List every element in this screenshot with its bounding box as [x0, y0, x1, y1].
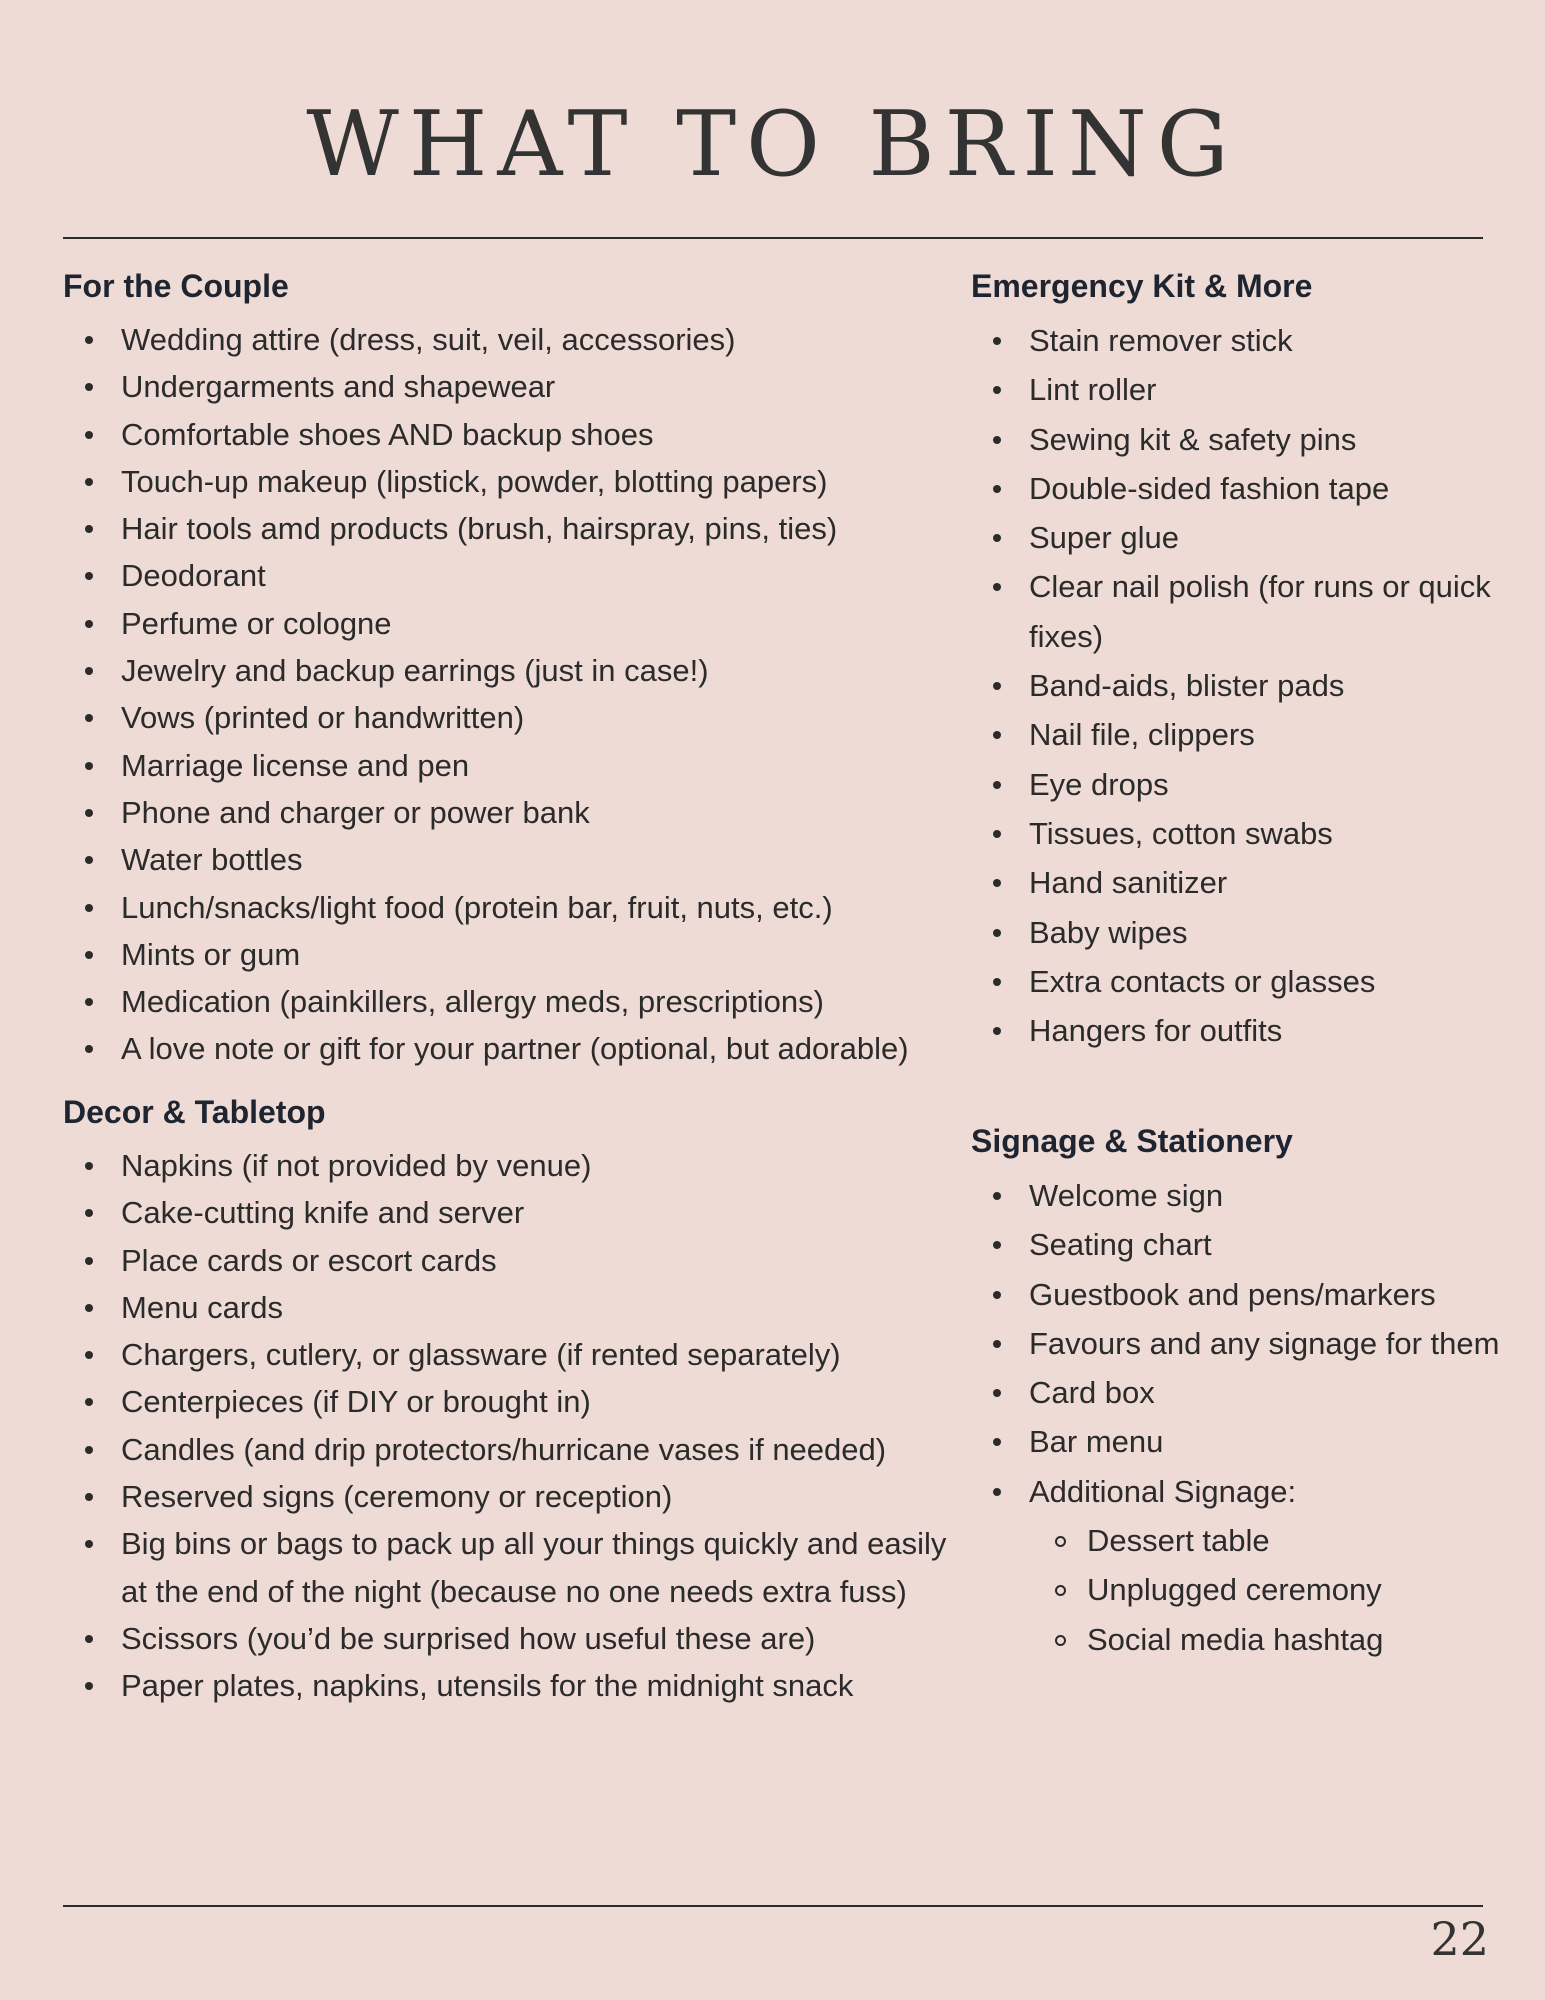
list-item: Reserved signs (ceremony or reception) — [121, 1473, 963, 1520]
list-item: Tissues, cotton swabs — [1029, 809, 1531, 858]
sub-list-item: Social media hashtag — [1087, 1615, 1531, 1664]
list-item: Wedding attire (dress, suit, veil, accessories) — [121, 316, 963, 363]
list-item: Hand sanitizer — [1029, 858, 1531, 907]
list-item: Clear nail polish (for runs or quick fixes) — [1029, 562, 1531, 661]
list-item: Stain remover stick — [1029, 316, 1531, 365]
section-decor-tabletop — [63, 1096, 963, 1710]
list-item: Phone and charger or power bank — [121, 789, 963, 836]
section-heading: Decor & Tabletop — [63, 1094, 326, 1130]
section-heading: For the Couple — [63, 268, 289, 304]
checklist — [63, 1142, 963, 1710]
list-item: Guestbook and pens/markers — [1029, 1270, 1531, 1319]
list-item-label: Additional Signage: — [1029, 1473, 1297, 1509]
bottom-divider — [63, 1905, 1483, 1907]
list-item: Mints or gum — [121, 931, 963, 978]
list-item: Place cards or escort cards — [121, 1237, 963, 1284]
list-item: Jewelry and backup earrings (just in case!) — [121, 647, 963, 694]
list-item: Vows (printed or handwritten) — [121, 694, 963, 741]
list-item: Nail file, clippers — [1029, 710, 1531, 759]
list-item: Cake-cutting knife and server — [121, 1189, 963, 1236]
list-item: Paper plates, napkins, utensils for the midnight snack — [121, 1662, 963, 1709]
list-item: A love note or gift for your partner (optional, but adorable) — [121, 1025, 963, 1072]
list-item: Touch-up makeup (lipstick, powder, blotting papers) — [121, 458, 963, 505]
list-item: Card box — [1029, 1368, 1531, 1417]
section-signage-stationery — [971, 1125, 1531, 1664]
section-heading: Signage & Stationery — [971, 1123, 1293, 1159]
list-item: Eye drops — [1029, 760, 1531, 809]
list-item: Candles (and drip protectors/hurricane vases if needed) — [121, 1426, 963, 1473]
list-item: Bar menu — [1029, 1417, 1531, 1466]
list-item: Menu cards — [121, 1284, 963, 1331]
section-for-the-couple — [63, 270, 963, 1073]
list-item: Medication (painkillers, allergy meds, prescriptions) — [121, 978, 963, 1025]
list-item: Seating chart — [1029, 1220, 1531, 1269]
list-item: Hangers for outfits — [1029, 1006, 1531, 1055]
section-emergency-kit — [971, 270, 1531, 1055]
list-item: Welcome sign — [1029, 1171, 1531, 1220]
list-item: Super glue — [1029, 513, 1531, 562]
top-divider — [63, 237, 1483, 239]
list-item: Big bins or bags to pack up all your things quickly and easily at the end of the night (because no one needs extra fuss) — [121, 1520, 963, 1615]
sub-checklist — [1029, 1516, 1531, 1664]
page-number: 22 — [1430, 1912, 1489, 1966]
section-heading: Emergency Kit & More — [971, 268, 1313, 304]
list-item: Baby wipes — [1029, 908, 1531, 957]
sub-list-item: Unplugged ceremony — [1087, 1565, 1531, 1614]
list-item: Perfume or cologne — [121, 600, 963, 647]
list-item: Undergarments and shapewear — [121, 363, 963, 410]
list-item: Marriage license and pen — [121, 742, 963, 789]
list-item: Water bottles — [121, 836, 963, 883]
sub-list-item: Dessert table — [1087, 1516, 1531, 1565]
list-item: Centerpieces (if DIY or brought in) — [121, 1378, 963, 1425]
checklist — [971, 316, 1531, 1055]
list-item: Double-sided fashion tape — [1029, 464, 1531, 513]
list-item: Lunch/snacks/light food (protein bar, fruit, nuts, etc.) — [121, 884, 963, 931]
list-item: Scissors (you’d be surprised how useful these are) — [121, 1615, 963, 1662]
list-item: Sewing kit & safety pins — [1029, 415, 1531, 464]
list-item: Chargers, cutlery, or glassware (if rented separately) — [121, 1331, 963, 1378]
list-item: Napkins (if not provided by venue) — [121, 1142, 963, 1189]
list-item: Hair tools amd products (brush, hairspray, pins, ties) — [121, 505, 963, 552]
list-item: Lint roller — [1029, 365, 1531, 414]
list-item: Comfortable shoes AND backup shoes — [121, 411, 963, 458]
list-item: Band-aids, blister pads — [1029, 661, 1531, 710]
list-item: Favours and any signage for them — [1029, 1319, 1531, 1368]
list-item — [1029, 1467, 1531, 1664]
checklist — [63, 316, 963, 1073]
list-item: Extra contacts or glasses — [1029, 957, 1531, 1006]
page-title: WHAT TO BRING — [306, 92, 1239, 197]
checklist — [971, 1171, 1531, 1664]
list-item: Deodorant — [121, 552, 963, 599]
